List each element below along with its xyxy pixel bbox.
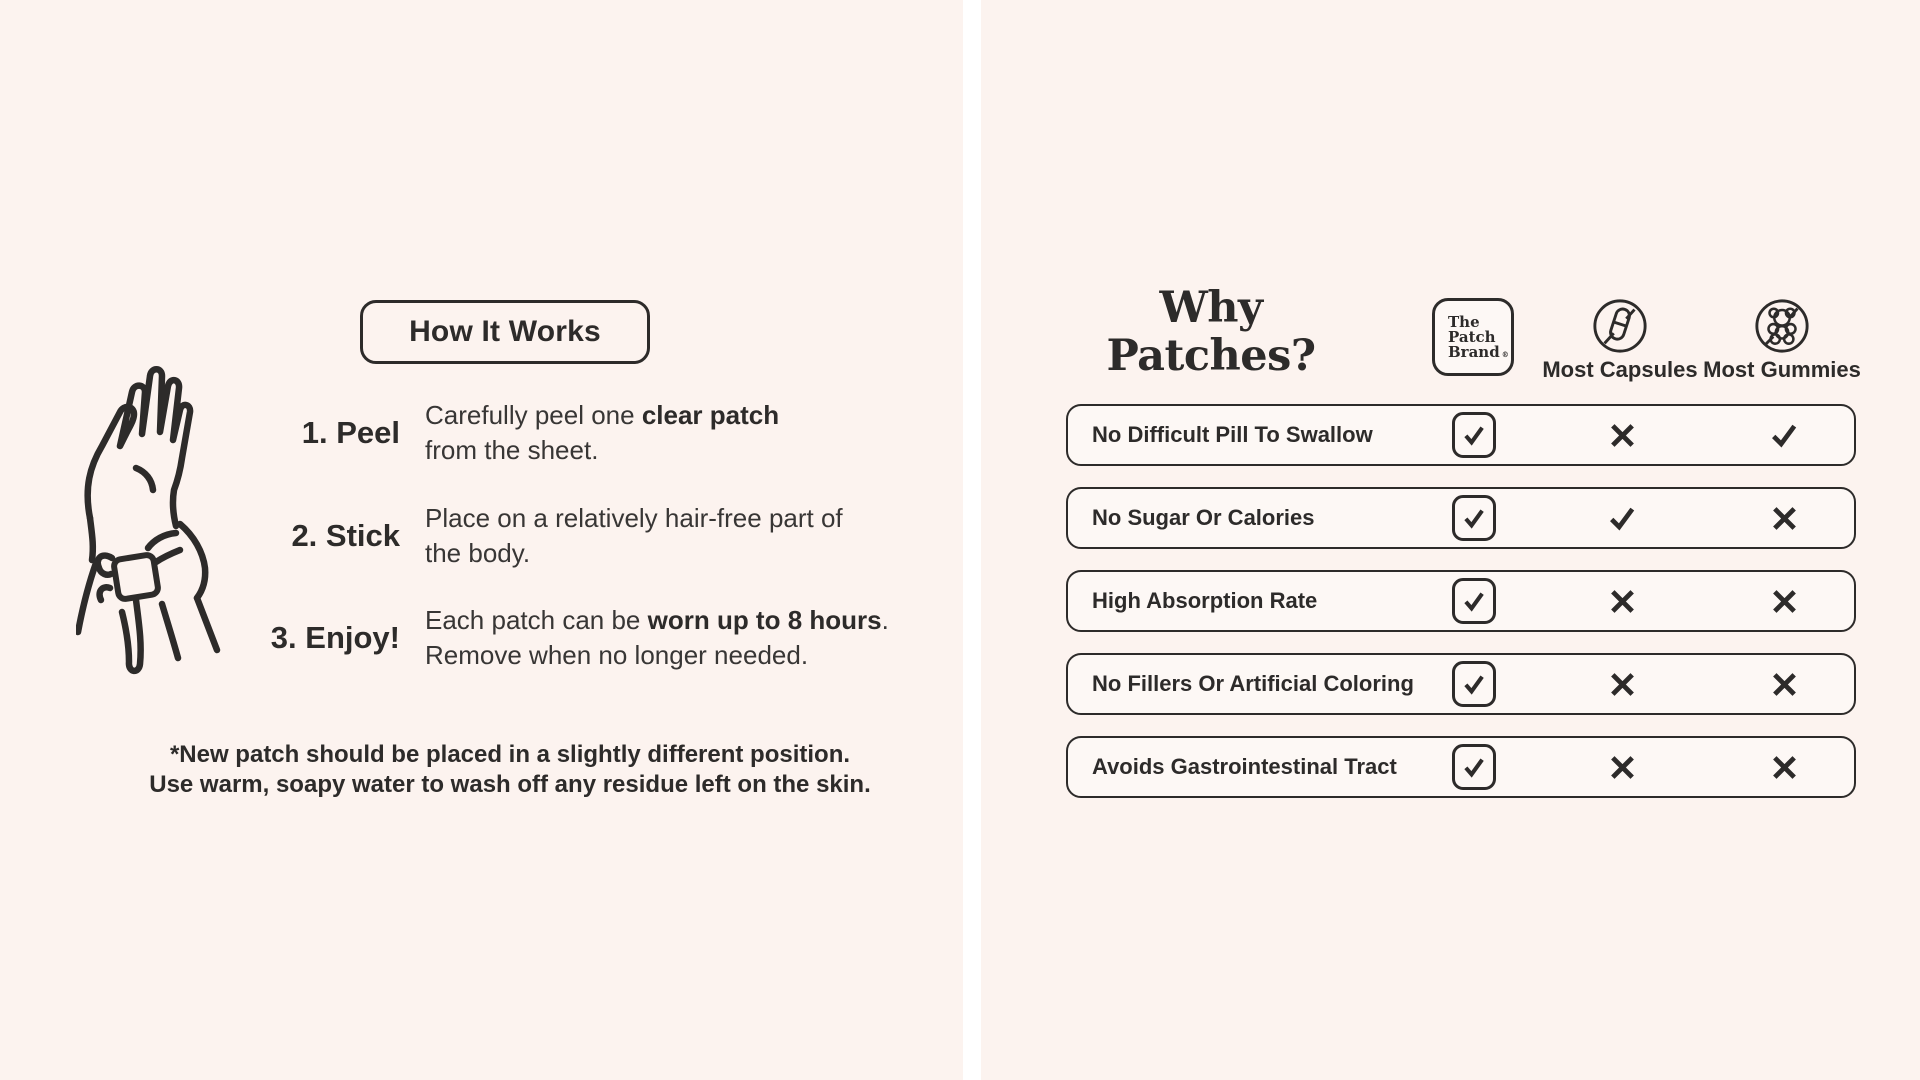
x-icon [1769, 586, 1800, 617]
step-text-bold: worn up to 8 hours [647, 605, 882, 635]
comparison-row [1066, 736, 1856, 798]
how-it-works-title: How It Works [409, 315, 601, 348]
cell-capsules [1592, 489, 1652, 547]
step-text: Each patch can be [425, 605, 648, 635]
cell-gummies [1754, 572, 1814, 630]
panel-divider [963, 0, 981, 1080]
x-icon [1769, 752, 1800, 783]
step-stick-label: 2. Stick [291, 518, 400, 553]
step-text: Carefully peel one [425, 400, 642, 430]
cell-capsules [1592, 738, 1652, 796]
logo-line: The [1448, 312, 1480, 331]
x-icon [1607, 586, 1638, 617]
boxed-check-icon [1452, 412, 1496, 458]
cell-capsules [1592, 572, 1652, 630]
step-text: Remove when no longer needed. [425, 640, 809, 670]
step-peel-label: 1. Peel [301, 415, 400, 450]
cell-brand [1444, 489, 1504, 547]
usage-footnote [60, 740, 960, 800]
step-peel [180, 398, 905, 468]
comparison-row [1066, 487, 1856, 549]
cell-gummies [1754, 655, 1814, 713]
step-stick-description [425, 501, 905, 571]
row-label: Avoids Gastrointestinal Tract [1092, 754, 1397, 779]
row-label: High Absorption Rate [1092, 588, 1318, 613]
step-text: from the sheet. [425, 435, 599, 465]
no-gummies-icon [1753, 297, 1811, 355]
logo-line: Brand [1448, 342, 1500, 361]
how-it-works-badge [360, 300, 650, 364]
step-enjoy [180, 603, 905, 673]
x-icon [1607, 420, 1638, 451]
check-icon [1769, 420, 1799, 450]
step-text: . [881, 605, 889, 635]
row-label: No Sugar Or Calories [1092, 505, 1315, 530]
brand-logo-text [1448, 312, 1509, 361]
comparison-row [1066, 570, 1856, 632]
step-text: Place on a relatively hair-free part of [425, 503, 843, 533]
cell-brand [1444, 406, 1504, 464]
step-text: the body. [425, 538, 531, 568]
footnote-line-1: *New patch should be placed in a slightly different position. [169, 741, 851, 768]
cell-gummies [1754, 489, 1814, 547]
row-label: No Difficult Pill To Swallow [1092, 422, 1373, 447]
step-enjoy-label: 3. Enjoy! [270, 620, 400, 655]
boxed-check-icon [1452, 495, 1496, 541]
logo-line: Patch [1448, 327, 1496, 346]
why-patches-panel [981, 0, 1920, 1080]
most-capsules-column-label: Most Capsules [1542, 357, 1698, 382]
row-label: No Fillers Or Artificial Coloring [1092, 671, 1414, 696]
cell-capsules [1592, 655, 1652, 713]
registered-mark: ® [1501, 349, 1509, 359]
x-icon [1607, 669, 1638, 700]
no-capsules-icon [1591, 297, 1649, 355]
title-line-1: Why [1159, 283, 1263, 333]
most-gummies-column-label: Most Gummies [1703, 357, 1861, 382]
footnote-line-2: Use warm, soapy water to wash off any residue left on the skin. [149, 771, 871, 798]
cell-brand [1444, 572, 1504, 630]
cell-capsules [1592, 406, 1652, 464]
cell-gummies [1754, 738, 1814, 796]
step-peel-description [425, 398, 905, 468]
x-icon [1769, 503, 1800, 534]
boxed-check-icon [1452, 661, 1496, 707]
the-patch-brand-logo [1432, 298, 1514, 376]
cell-brand [1444, 655, 1504, 713]
x-icon [1607, 752, 1638, 783]
x-icon [1769, 669, 1800, 700]
boxed-check-icon [1452, 578, 1496, 624]
title-line-2: Patches? [1106, 331, 1316, 381]
step-text-bold: clear patch [641, 400, 780, 430]
step-enjoy-description [425, 603, 905, 673]
comparison-row [1066, 404, 1856, 466]
comparison-rows [1066, 404, 1856, 798]
comparison-row [1066, 653, 1856, 715]
step-stick [180, 501, 905, 571]
check-icon [1607, 503, 1637, 533]
why-patches-title [1011, 284, 1411, 380]
cell-gummies [1754, 406, 1814, 464]
boxed-check-icon [1452, 744, 1496, 790]
cell-brand [1444, 738, 1504, 796]
